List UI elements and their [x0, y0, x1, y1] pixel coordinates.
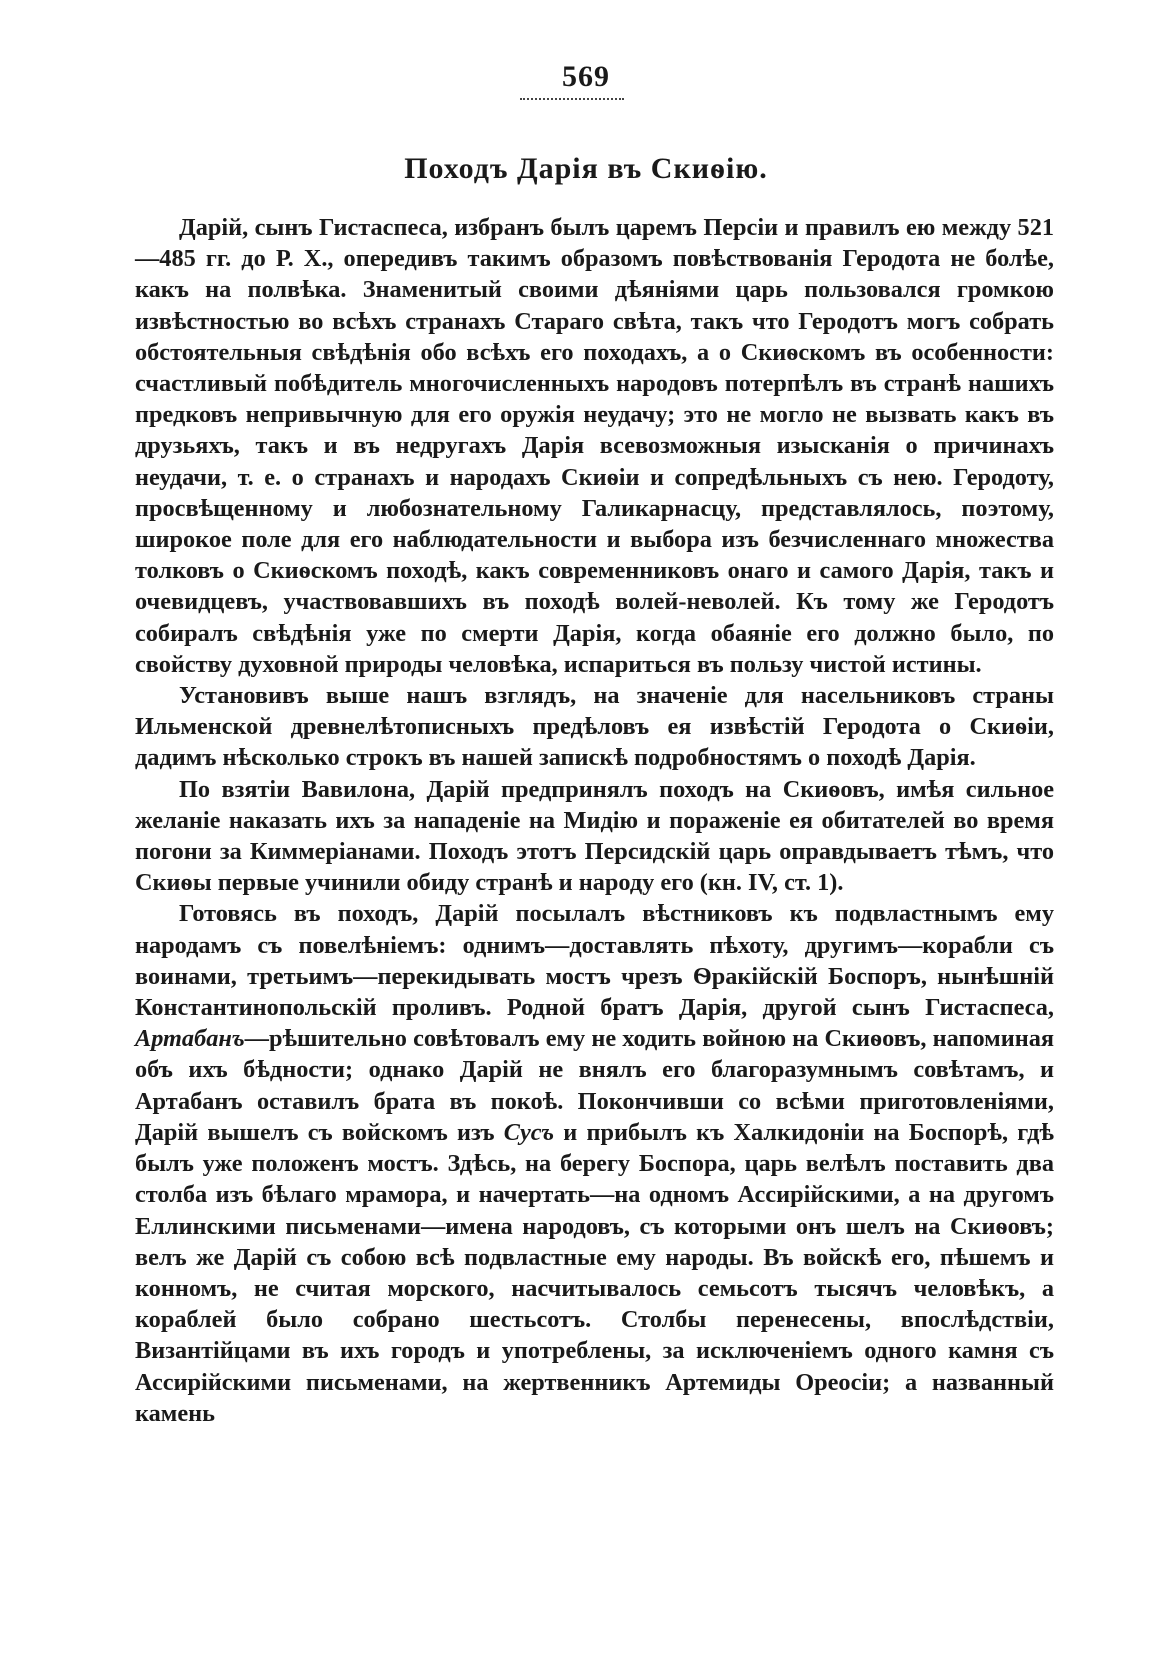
paragraph-text: и прибылъ къ Халкидоніи на Боспорѣ, гдѣ былъ уже положенъ мостъ. Здѣсь, на берегу Боспора, царь велѣлъ поставить два столба изъ бѣлаго мрамора, и начертать—на одномъ Ассирійскими, а на другомъ Еллинскими письменами—имена народовъ, съ которыми онъ шелъ на Скиѳовъ; велъ же Дарій съ собою всѣ подвластные ему народы. Въ войскѣ его, пѣшемъ и конномъ, не считая морского, насчитывалось семьсотъ тысячъ человѣкъ, а кораблей было собрано шестьсотъ. Столбы перенесены, впослѣдствіи, Византійцами въ ихъ городъ и употреблены, за исключеніемъ одного камня съ Ассирійскими письменами, на жертвенникъ Артемиды Ореосіи; а названный камень [135, 1118, 1054, 1427]
chapter-title: Походъ Дарія въ Скиѳію. [404, 152, 768, 185]
page-number-rule [520, 98, 624, 100]
paragraph [135, 212, 1054, 680]
paragraph-text: Дарій, сынъ Гистаспеса, избранъ былъ царемъ Персіи и правилъ ею между 521—485 гг. до Р. Х., опередивъ такимъ образомъ повѣствованія Геродота не болѣе, какъ на полвѣка. Знаменитый своими дѣяніями царь пользовался громкою извѣстностью во всѣхъ странахъ Стараго свѣта, такъ что Геродотъ могъ собрать обстоятельныя свѣдѣнія обо всѣхъ его походахъ, а о Скиѳскомъ въ особенности: счастливый побѣдитель многочисленныхъ народовъ потерпѣлъ въ странѣ нашихъ предковъ непривычную для его оружія неудачу; это не могло не вызвать какъ въ друзьяхъ, такъ и въ недругахъ Дарія всевозможныя изысканія о причинахъ неудачи, т. е. о странахъ и народахъ Скиѳіи и сопредѣльныхъ съ нею. Геродоту, просвѣщенному и любознательному Галикарнасцу, представлялось, поэтому, широкое поле для его наблюдательности и выбора изъ безчисленнаго множества толковъ о Скиѳскомъ походѣ, какъ современниковъ онаго и самого Дарія, такъ и очевидцевъ, участвовавшихъ въ походѣ волей-неволей. Къ тому же Геродотъ собиралъ свѣдѣнія уже по смерти Дарія, когда обаяніе его должно было, по свойству духовной природы человѣка, испариться въ пользу чистой истины. [135, 214, 1054, 678]
paragraph-text: Готовясь въ походъ, Дарій посылалъ вѣстниковъ къ подвластнымъ ему народамъ съ повелѣніемъ: однимъ—доставлять пѣхоту, другимъ—корабли съ воинами, третьимъ—перекидывать мостъ чрезъ Ѳракійскій Боспоръ, нынѣшній Константинопольскій проливъ. Родной братъ Дарія, другой сынъ Гистаспеса, [135, 900, 1054, 1022]
paragraph-text: Установивъ выше нашъ взглядъ, на значеніе для насельниковъ страны Ильменской древнелѣтописныхъ предѣловъ ея извѣстій Геродота о Скиѳіи, дадимъ нѣсколько строкъ въ нашей запискѣ подробностямъ о походѣ Дарія. [135, 682, 1054, 772]
body-text [135, 212, 1054, 1429]
page-number: 569 [562, 60, 610, 93]
italic-name-artaban: Артабанъ [135, 1025, 245, 1053]
italic-place-susa: Сусъ [503, 1118, 555, 1146]
paragraph [135, 680, 1054, 774]
paragraph [135, 898, 1054, 1428]
paragraph-text: —рѣшительно совѣтовалъ ему не ходить войною на Скиѳовъ, напоминая объ ихъ бѣдности; однако Дарій не внялъ его благоразумнымъ совѣтамъ, и Артабанъ оставилъ брата въ покоѣ. Покончивши со всѣми приготовленіями, Дарій вышелъ съ войскомъ изъ [135, 1025, 1054, 1146]
paragraph-text: По взятіи Вавилона, Дарій предпринялъ походъ на Скиѳовъ, имѣя сильное желаніе наказать ихъ за нападеніе на Мидію и пораженіе ея обитателей во время погони за Киммеріанами. Походъ этотъ Персидскій царь оправдываетъ тѣмъ, что Скиѳы первые учинили обиду странѣ и народу его (кн. IV, ст. 1). [135, 775, 1054, 897]
paragraph [135, 774, 1054, 899]
